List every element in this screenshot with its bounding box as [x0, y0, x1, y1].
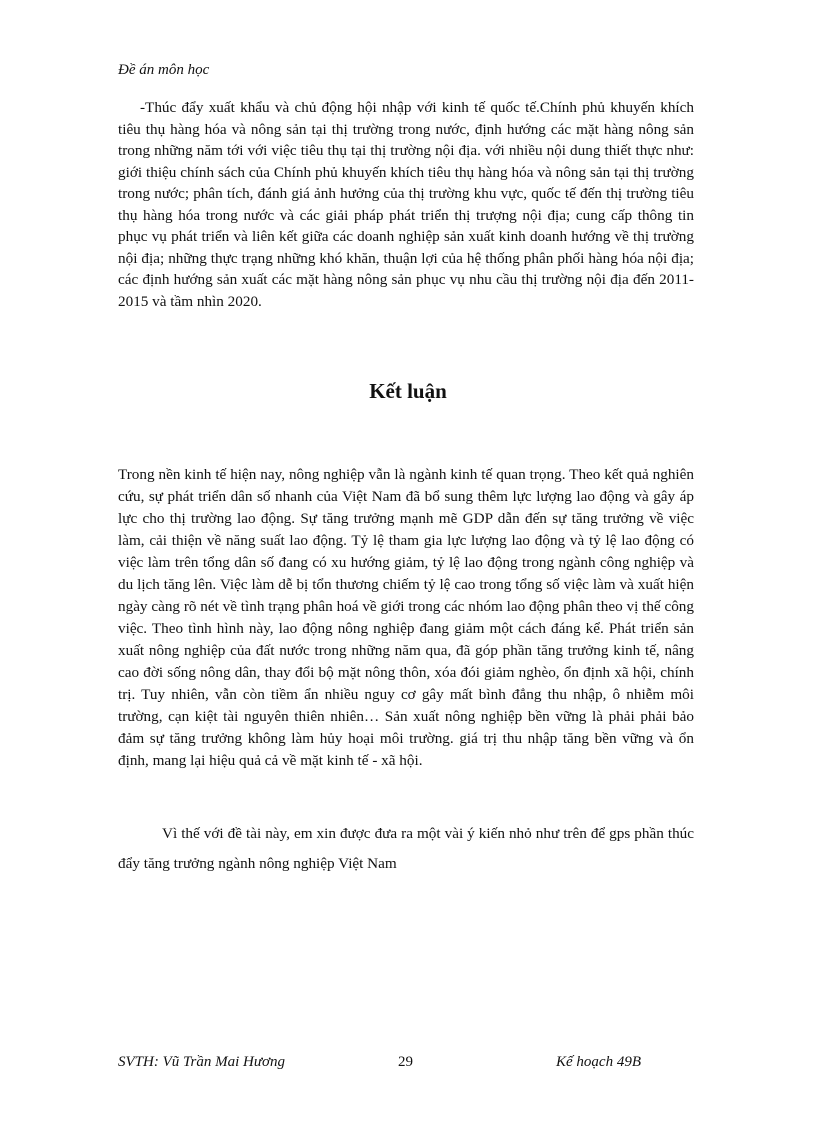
paragraph-text: Vì thế với đề tài này, em xin được đưa ra một vài ý kiến nhỏ như trên để gps phần thúc đẩy tăng trưởng ngành nông nghiệp Việt Nam [118, 825, 694, 872]
page-header: Đề án môn học [118, 62, 210, 78]
section-heading: Kết luận [369, 379, 447, 403]
paragraph-closing [118, 819, 694, 879]
footer-page-number: 29 [398, 1054, 413, 1070]
paragraph-conclusion [118, 464, 694, 772]
footer-class: Kế hoạch 49B [556, 1054, 641, 1070]
footer-author: SVTH: Vũ Trần Mai Hương [118, 1054, 286, 1070]
paragraph-text: Trong nền kinh tế hiện nay, nông nghiệp vẫn là ngành kinh tế quan trọng. Theo kết quả nghiên cứu, sự phát triển dân số nhanh của Việt Nam đã bổ sung thêm lực lượng lao động và gây áp lực cho thị trường lao động. Sự tăng trưởng mạnh mẽ GDP dẫn đến sự tăng trưởng về việc làm, cải thiện về năng suất lao động. Tỷ lệ tham gia lực lượng lao động và tỷ lệ lao động có việc làm trên tổng dân số đang có xu hướng giảm, tỷ lệ lao động trong ngành công nghiệp và du lịch tăng lên. Việc làm dễ bị tổn thương chiếm tỷ lệ cao trong tổng số việc làm và xuất hiện ngày càng rõ nét về tình trạng phân hoá về giới trong các nhóm lao động phân theo vị thế công việc. Theo tình hình này, lao động nông nghiệp đang giảm một cách đáng kể. Phát triển sản xuất nông nghiệp của đất nước trong những năm qua, đã góp phần tăng trưởng kinh tế, nâng cao đời sống nông dân, thay đổi bộ mặt nông thôn, xóa đói giảm nghèo, ổn định xã hội, chính trị. Tuy nhiên, vẫn còn tiềm ẩn nhiều nguy cơ gây mất bình đẳng thu nhập, ô nhiễm môi trường, cạn kiệt tài nguyên thiên nhiên… Sản xuất nông nghiệp bền vững là phải phải bảo đảm sự tăng trưởng không làm hủy hoại môi trường. giá trị thu nhập tăng bền vững và ổn định, mang lại hiệu quả cả về mặt kinh tế - xã hội. [118, 466, 694, 769]
paragraph-text: -Thúc đẩy xuất khẩu và chủ động hội nhập với kinh tế quốc tế.Chính phủ khuyến khích tiêu thụ hàng hóa và nông sản tại thị trường trong nước, định hướng các mặt hàng nông sản trong những năm tới với việc tiêu thụ tại thị trường nội địa. với nhiều nội dung thiết thực như: giới thiệu chính sách của Chính phủ khuyến khích tiêu thụ hàng hóa và nông sản tại thị trường trong nước; phân tích, đánh giá ảnh hưởng của thị trường khu vực, quốc tế đến thị trường tiêu thụ hàng hóa trong nước và các giải pháp phát triển thị trượng nội địa; cung cấp thông tin phục vụ phát triển và liên kết giữa các doanh nghiệp sản xuất kinh doanh hướng về thị trường nội địa; những thực trạng những khó khăn, thuận lợi của hệ thống phân phối hàng hóa nội địa; các định hướng sản xuất các mặt hàng nông sản phục vụ nhu cầu thị trường nội địa đến 2011-2015 và tầm nhìn 2020. [118, 99, 694, 310]
paragraph-export-integration [118, 97, 694, 312]
